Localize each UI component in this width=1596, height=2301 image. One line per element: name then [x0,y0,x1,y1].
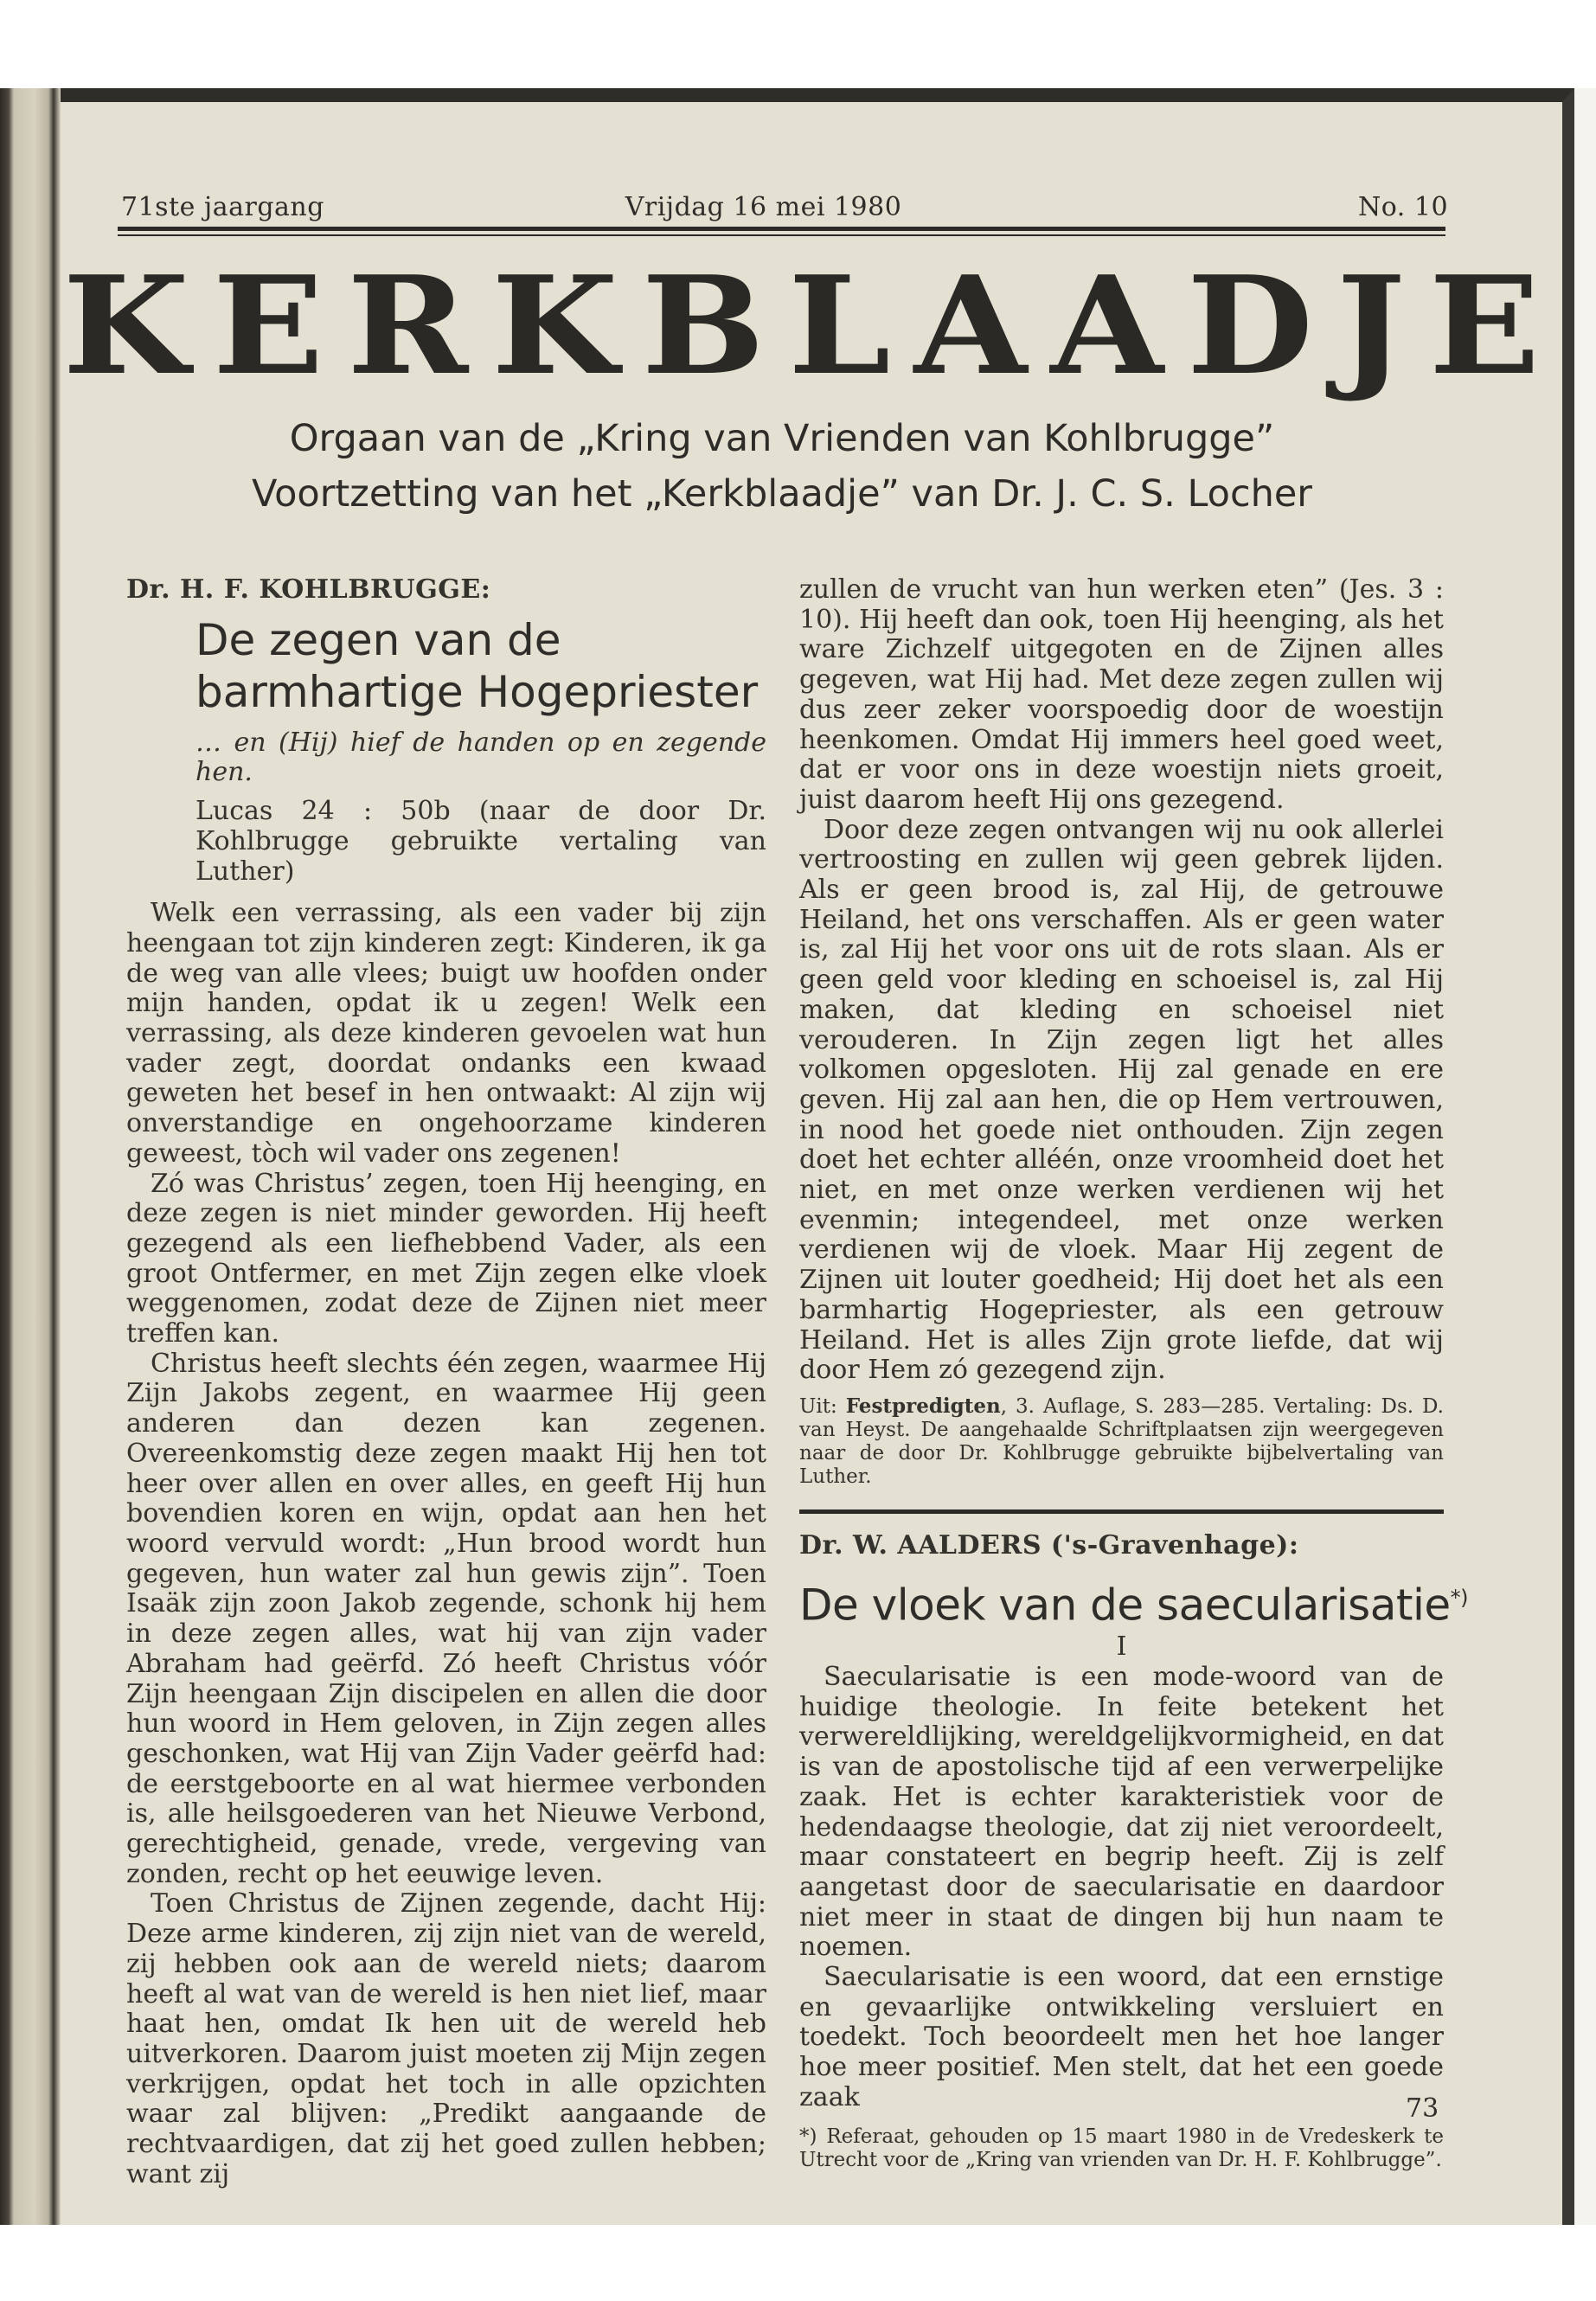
article2-paragraph: Saecularisatie is een mode-woord van de huidige theologie. In feite betekent het verwereldlijking, wereldgelijkvormigheid, en dat is van de apostolische tijd af een verwerpelijke zaak. Het is echter karakteristiek voor de hedendaagse theologie, dat zij niet veroordeelt, maar constateert en begrip heeft. Zij is zelf aangetast door de saecularisatie en daardoor niet meer in staat de dingen bij hun naam te noemen. [799,1662,1444,1963]
header-rule [118,227,1445,231]
article1-paragraph: Welk een verrassing, als een vader bij zijn heengaan tot zijn kinderen zegt: Kinderen, ik ga de weg van alle vlees; buigt uw hoofden onder mijn handen, opdat ik u zegen! Welk een verrassing, als deze kinderen gevoelen wat hun vader zegt, doordat ondanks een kwaad geweten het besef in hen ontwaakt: Al zijn wij onverstandige en ongehoorzame kinderen geweest, tòch wil vader ons zegenen! [126,898,766,1169]
page-number: 73 [1406,2093,1439,2124]
article2-title-mark: *) [1450,1585,1468,1610]
issue-date: Vrijdag 16 mei 1980 [625,192,902,222]
subtitle-line-1: Orgaan van de „Kring van Vrienden van Kohlbrugge” [289,417,1275,460]
book-binding [0,88,61,2225]
article2-footnote: *) Referaat, gehouden op 15 maart 1980 in de Vredeskerk te Utrecht voor de „Kring van vrienden van Dr. H. F. Kohlbrugge”. [799,2125,1444,2171]
article1-title-line1: De zegen van de [195,614,561,665]
article-divider [799,1509,1444,1514]
article1-paragraph: Door deze zegen ontvangen wij nu ook allerlei vertroosting en zullen wij geen gebrek lijden. Als er geen brood is, zal Hij, de getrouwe Heiland, het ons verschaffen. Als er geen water is, zal Hij het voor ons uit de rots slaan. Als er geen geld voor kleding en schoeisel is, zal Hij maken, dat kleding en schoeisel niet verouderen. In Zijn zegen ligt het alles volkomen opgesloten. Hij zal genade en ere geven. Hij zal aan hen, die op Hem vertrouwen, in nood het goede niet onthouden. Zijn zegen doet het echter alléén, onze vroomheid doet het niet, en met onze werken verdienen wij het evenmin; integendeel, met onze werken verdienen wij de vloek. Maar Hij zegent de Zijnen uit louter goedheid; Hij doet het als een barmhartig Hogepriester, als een getrouw Heiland. Het is alles Zijn grote liefde, dat wij door Hem zó gezegend zijn. [799,814,1444,1386]
volume-label: 71ste jaargang [121,192,324,222]
source-prefix: Uit: [799,1394,846,1418]
source-details: , 3. Auflage, S. 283—285. Vertaling: Ds. D. van Heyst. De aangehaalde Schriftplaatsen zijn weergegeven naar de door Dr. Kohlbrugge gebruikte bijbelvertaling van Luther. [799,1394,1444,1488]
masthead-title: KERKBLAADJE [62,247,1564,405]
issue-number: No. 10 [1358,192,1449,222]
header-rule-thin [118,234,1445,236]
left-column [126,575,766,2189]
page-margin [1574,88,1596,2225]
article1-title-line2: barmhartige Hogepriester [195,666,759,717]
article2-title-text: De vloek van de saecularisatie [799,1580,1451,1631]
article1-paragraph: zullen de vrucht van hun werken eten” (Jes. 3 : 10). Hij heeft dan ook, toen Hij heenging, als het ware Zichzelf uitgegoten en de Zijnen alles gegeven, wat Hij had. Met deze zegen zullen wij dus zeer zeker voorspoedig door de woestijn heenkomen. Omdat Hij immers heel goed weet, dat er voor ons in deze woestijn niets groeit, juist daarom heeft Hij ons gezegend. [799,574,1444,815]
article1-reference: Lucas 24 : 50b (naar de door Dr. Kohlbrugge gebruikte vertaling van Luther) [195,796,766,887]
article1-epigraph: … en (Hij) hief de handen op en zegende hen. [195,727,766,788]
article2-title [799,1570,1468,1633]
article1-author: Dr. H. F. KOHLBRUGGE: [126,574,491,605]
article1-paragraph: Toen Christus de Zijnen zegende, dacht Hij: Deze arme kinderen, zij zijn niet van de wereld, zij hebben ook aan de wereld niets; daarom heeft al wat van de wereld is hen niet lief, maar haat hen, omdat Ik hen uit de wereld heb uitverkoren. Daarom juist moeten zij Mijn zegen verkrijgen, opdat het toch in alle opzichten waar zal blijven: „Predikt aangaande de rechtvaardigen, dat zij het goed zullen hebben; want zij [126,1888,766,2189]
article1-paragraph: Zó was Christus’ zegen, toen Hij heenging, en deze zegen is niet minder geworden. Hij heeft gezegend als een liefhebbend Vader, als een groot Ontfermer, en met Zijn zegen elke vloek weggenomen, zodat deze de Zijnen niet meer treffen kan. [126,1168,766,1349]
article1-source [799,1394,1444,1489]
article2-paragraph: Saecularisatie is een woord, dat een ernstige en gevaarlijke ontwikkeling versluiert en toedekt. Toch beoordeelt men het hoe langer hoe meer positief. Men stelt, dat het een goede zaak [799,1962,1444,2112]
subtitle-line-2: Voortzetting van het „Kerkblaadje” van Dr. J. C. S. Locher [252,472,1312,516]
article2-author: Dr. W. AALDERS ('s-Gravenhage): [799,1529,1299,1561]
right-column [799,574,1468,2172]
source-book: Festpredigten [845,1394,1001,1418]
article2-section-number: I [1116,1631,1127,1663]
article1-paragraph: Christus heeft slechts één zegen, waarmee Hij Zijn Jakobs zegent, en waarmee Hij geen anderen dan dezen kan zegenen. Overeenkomstig deze zegen maakt Hij hen tot heer over allen en over alles, en geeft Hij hun bovendien koren en wijn, opdat aan hen het woord vervuld wordt: „Hun brood wordt hun gegeven, hun water zal hun gewis zijn”. Toen Isaäk zijn zoon Jakob zegende, schonk hij hem in deze zegen alles, wat hij van zijn vader Abraham had geërfd. Zó heeft Christus vóór Zijn heengaan Zijn discipelen en allen die door hun woord in Hem geloven, in Zijn zegen alles geschonken, wat Hij van Zijn Vader geërfd had: de eerstgeboorte en al wat hiermee verbonden is, alle heilsgoederen van het Nieuwe Verbond, gerechtigheid, genade, vrede, vergeving van zonden, recht op het eeuwige leven. [126,1348,766,1889]
